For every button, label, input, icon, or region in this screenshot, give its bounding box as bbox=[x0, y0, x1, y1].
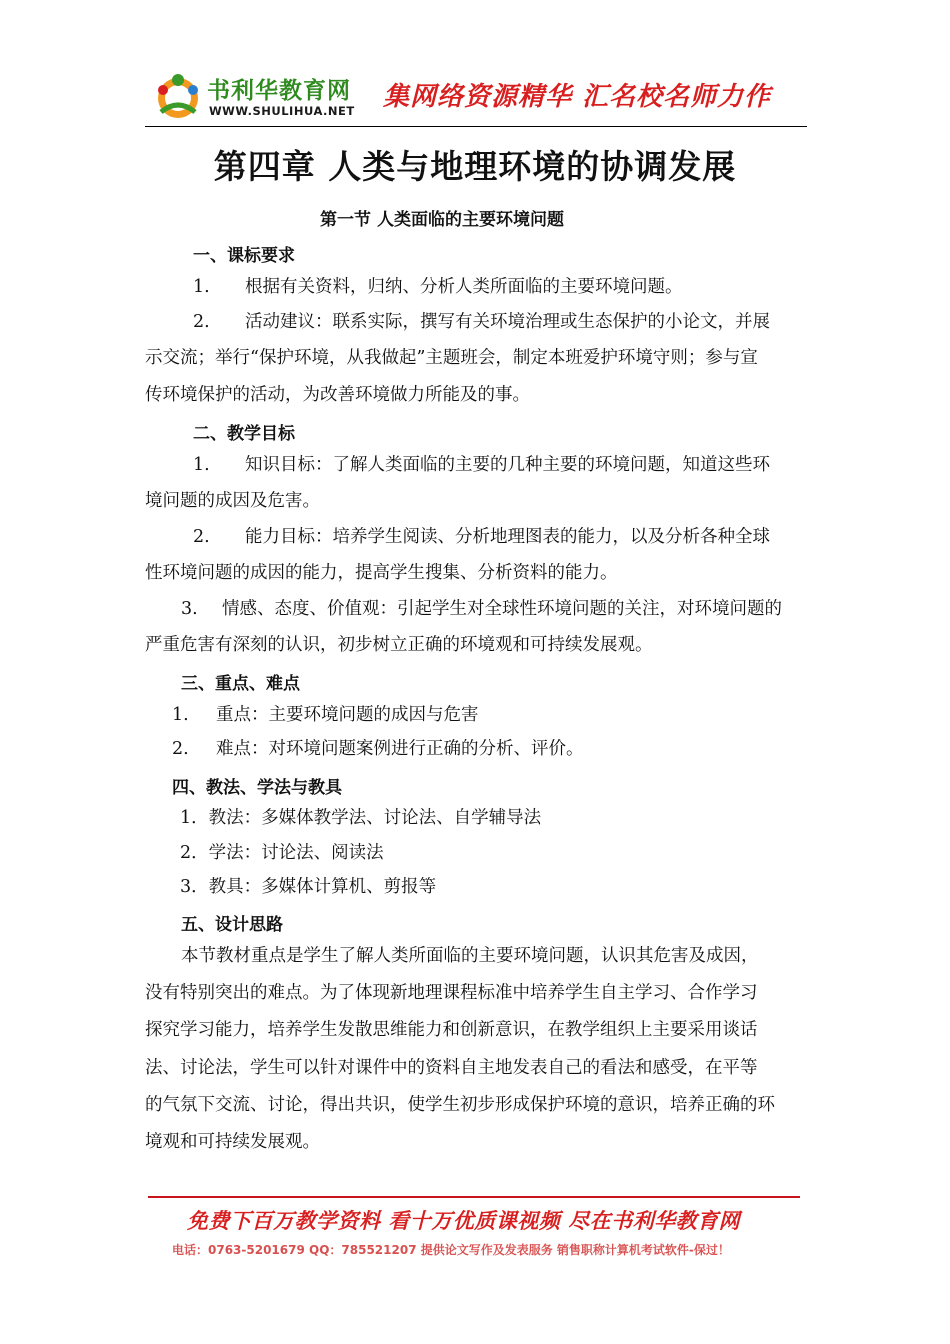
item-number: 1. bbox=[193, 455, 210, 475]
footer-divider bbox=[148, 1196, 800, 1198]
list-item: 活动建议：联系实际，撰写有关环境治理或生态保护的小论文，并展 bbox=[245, 312, 770, 332]
item-number: 2. bbox=[193, 527, 210, 547]
list-item: 重点：主要环境问题的成因与危害 bbox=[216, 705, 479, 725]
heading-curriculum: 一、课标要求 bbox=[193, 246, 295, 266]
list-item: 1．教法：多媒体教学法、讨论法、自学辅导法 bbox=[180, 808, 542, 828]
brand-url[interactable]: WWW.SHULIHUA.NET bbox=[209, 104, 355, 118]
list-item: 知识目标：了解人类面临的主要的几种主要的环境问题，知道这些环 bbox=[245, 455, 770, 475]
paragraph-line: 没有特别突出的难点。为了体现新地理课程标准中培养学生自主学习、合作学习 bbox=[145, 983, 758, 1003]
brand-name: 书利华教育网 bbox=[207, 78, 351, 104]
header-slogan: 集网络资源精华 汇名校名师力作 bbox=[383, 82, 772, 112]
paragraph-line: 的气氛下交流、讨论，得出共识，使学生初步形成保护环境的意识，培养正确的环 bbox=[145, 1095, 775, 1115]
footer-contact: 电话：0763-5201679 QQ：785521207 提供论文写作及发表服务 销售职称计算机考试软件-保过！ bbox=[172, 1243, 730, 1257]
paragraph-line: 法、讨论法，学生可以针对课件中的资料自主地发表自己的看法和感受，在平等 bbox=[145, 1058, 758, 1078]
item-number: 1. bbox=[172, 705, 189, 725]
page-header bbox=[145, 62, 807, 128]
heading-design: 五、设计思路 bbox=[181, 915, 283, 935]
footer-slogan: 免费下百万教学资料 看十万优质课视频 尽在书利华教育网 bbox=[187, 1209, 741, 1233]
list-item-cont: 示交流；举行“保护环境，从我做起”主题班会，制定本班爱护环境守则；参与宣 bbox=[145, 348, 758, 368]
header-divider bbox=[145, 126, 807, 127]
list-item: 情感、态度、价值观：引起学生对全球性环境问题的关注，对环境问题的 bbox=[222, 599, 782, 619]
item-number: 2. bbox=[193, 312, 210, 332]
list-item: 根据有关资料，归纳、分析人类所面临的主要环境问题。 bbox=[245, 277, 683, 297]
list-item-cont: 传环境保护的活动，为改善环境做力所能及的事。 bbox=[145, 385, 530, 405]
list-item-cont: 性环境问题的成因的能力，提高学生搜集、分析资料的能力。 bbox=[145, 563, 618, 583]
list-item: 能力目标：培养学生阅读、分析地理图表的能力，以及分析各种全球 bbox=[245, 527, 770, 547]
logo-icon bbox=[151, 68, 205, 120]
paragraph-line: 本节教材重点是学生了解人类所面临的主要环境问题，认识其危害及成因， bbox=[181, 946, 759, 966]
list-item: 2．学法：讨论法、阅读法 bbox=[180, 843, 384, 863]
heading-methods: 四、教法、学法与教具 bbox=[172, 778, 342, 798]
item-number: 2. bbox=[172, 739, 189, 759]
list-item: 难点：对环境问题案例进行正确的分析、评价。 bbox=[216, 739, 584, 759]
list-item-cont: 境问题的成因及危害。 bbox=[145, 491, 320, 511]
list-item-cont: 严重危害有深刻的认识，初步树立正确的环境观和可持续发展观。 bbox=[145, 635, 653, 655]
paragraph-line: 探究学习能力，培养学生发散思维能力和创新意识，在教学组织上主要采用谈话 bbox=[145, 1020, 758, 1040]
paragraph-line: 境观和可持续发展观。 bbox=[145, 1132, 320, 1152]
chapter-title: 第四章 人类与地理环境的协调发展 bbox=[213, 147, 737, 186]
heading-objectives: 二、教学目标 bbox=[193, 424, 295, 444]
heading-key-points: 三、重点、难点 bbox=[181, 674, 300, 694]
item-number: 1. bbox=[193, 277, 210, 297]
item-number: 3. bbox=[181, 599, 198, 619]
section-title: 第一节 人类面临的主要环境问题 bbox=[320, 210, 564, 230]
list-item: 3．教具：多媒体计算机、剪报等 bbox=[180, 877, 437, 897]
